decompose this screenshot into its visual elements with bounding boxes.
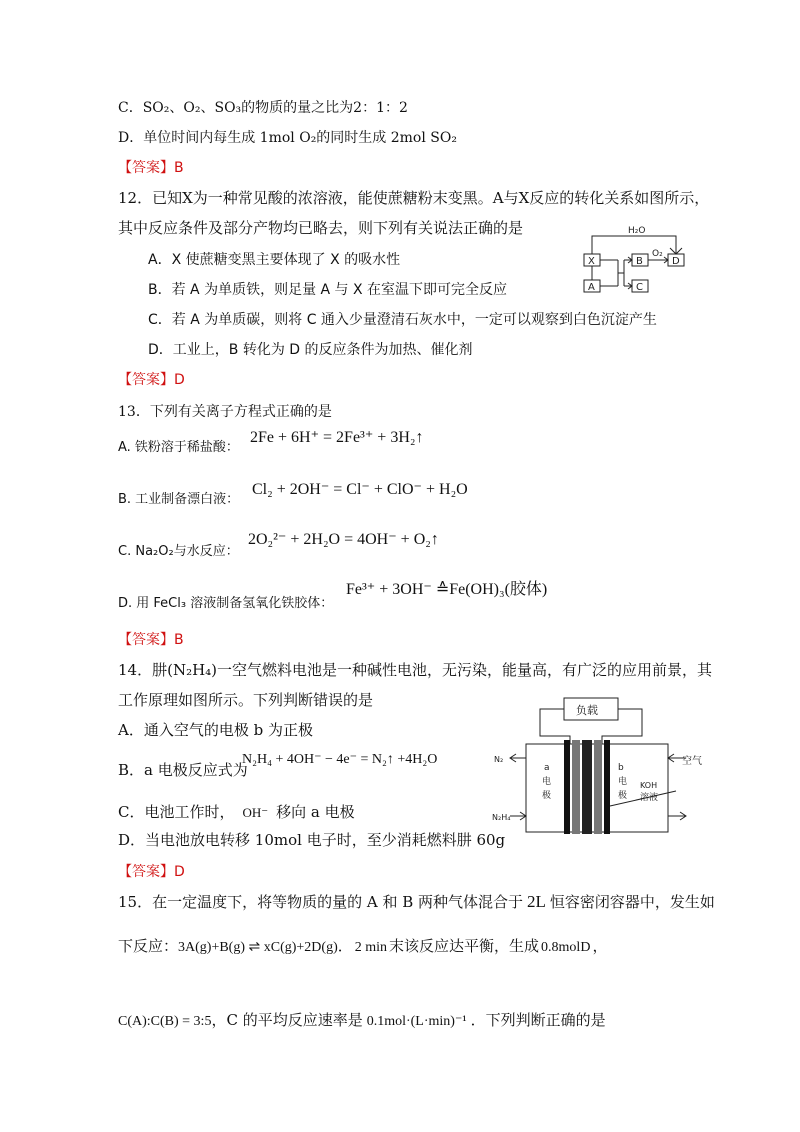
- q15-stem-line1-c: 恒容密闭容器中，发生如: [549, 893, 715, 911]
- q11-option-d: D．单位时间内每生成 1mol O₂的同时生成 2mol SO₂: [118, 130, 457, 146]
- q15-reaction-equation: 3A(g)+B(g) ⇌ xC(g)+2D(g): [178, 940, 338, 955]
- q13-option-b-label: B. 工业制备漂白液：: [118, 492, 240, 507]
- q14-option-b-label: B．a 电极反应式为: [118, 761, 248, 779]
- q12-diagram-d: D: [672, 256, 680, 267]
- q12-reaction-diagram: [578, 222, 690, 300]
- q15-stem-line2-a: 下反应：: [118, 937, 179, 955]
- q12-stem-line1: 12．已知X为一种常见酸的浓溶液，能使蔗糖粉末变黑。A与X反应的转化关系如图所示，: [118, 189, 710, 207]
- q14-diagram-a-electrode: 电: [542, 777, 552, 787]
- q14-stem-line2: 工作原理如图所示。下列判断错误的是: [118, 691, 374, 709]
- q11-answer: 【答案】B: [118, 160, 184, 176]
- q14-diagram-b-electrode: 电: [618, 777, 628, 787]
- q14-fuel-cell-diagram: [490, 696, 710, 846]
- q14-option-a: A．通入空气的电极 b 为正极: [118, 721, 313, 739]
- q13-option-c-equation: 2O₂²⁻ + 2H₂O = 4OH⁻ + O₂↑: [248, 531, 439, 548]
- q14-diagram-load: 负载: [576, 704, 598, 717]
- q14-option-d: D．当电池放电转移 10mol 电子时，至少消耗燃料肼 60g: [118, 831, 506, 849]
- q15-stem-line2-d: 末该反应达平衡，生成: [389, 937, 540, 955]
- q12-option-b: B．若 A 为单质铁，则足量 A 与 X 在室温下即可完全反应: [148, 282, 508, 298]
- q13-option-c-label: C. Na₂O₂与水反应：: [118, 544, 239, 559]
- q15-stem-line3-c: ．下列判断正确的是: [470, 1011, 606, 1029]
- q12-diagram-h2o: H₂O: [628, 226, 646, 236]
- q12-diagram-x: X: [588, 256, 595, 267]
- q15-time: 2 min: [354, 940, 388, 955]
- q14-diagram-n2h4: N₂H₄: [492, 813, 511, 822]
- q13-option-d-equation: Fe³⁺ + 3OH⁻ ≙Fe(OH)₃(胶体): [346, 581, 548, 598]
- q13-option-d-label: D. 用 FeCl₃ 溶液制备氢氧化铁胶体：: [118, 596, 334, 611]
- q14-diagram-b-electrode2: 极: [618, 791, 628, 801]
- q14-answer: 【答案】D: [118, 864, 185, 880]
- q14-diagram-b-label: b: [618, 763, 624, 773]
- q15-stem-line1-a: 15．在一定温度下，将等物质的量的 A 和 B 两种气体混合于: [118, 893, 524, 911]
- q13-option-a-equation: 2Fe + 6H⁺ = 2Fe³⁺ + 3H₂↑: [250, 429, 424, 446]
- q12-diagram-b: B: [636, 256, 643, 267]
- q14-diagram-solution: 溶液: [640, 793, 659, 803]
- q11-option-c: C．SO₂、O₂、SO₃的物质的量之比为2：1：2: [118, 100, 408, 116]
- q15-stem-line3: [118, 1010, 606, 1032]
- q12-diagram-a: A: [588, 282, 595, 293]
- q14-diagram-n2: N₂: [494, 755, 504, 764]
- q14-diagram-koh: KOH: [640, 781, 658, 790]
- q12-diagram-o2: O₂: [652, 249, 663, 259]
- q13-option-b-equation: Cl₂ + 2OH⁻ = Cl⁻ + ClO⁻ + H₂O: [252, 481, 468, 498]
- q15-stem-line2: [118, 936, 607, 958]
- q14-option-c-suffix: 移向 a 电极: [276, 803, 355, 821]
- q15-concentration-ratio: C(A):C(B) = 3:5: [118, 1014, 212, 1029]
- q14-diagram-a-electrode2: 极: [542, 791, 552, 801]
- q12-option-d: D．工业上，B 转化为 D 的反应条件为加热、催化剂: [148, 342, 473, 358]
- q13-option-a-label: A. 铁粉溶于稀盐酸：: [118, 440, 239, 455]
- q15-stem-line3-a: ，C 的平均反应速率是: [211, 1011, 363, 1029]
- q15-volume: 2L: [527, 892, 546, 911]
- q14-option-c: [118, 802, 355, 823]
- q14-diagram-a-label: a: [544, 763, 550, 773]
- q14-option-c-prefix: C．电池工作时，: [118, 803, 235, 821]
- q12-answer: 【答案】D: [118, 372, 185, 388]
- q12-option-c: C．若 A 为单质碳，则将 C 通入少量澄清石灰水中，一定可以观察到白色沉淀产生: [148, 312, 657, 328]
- q12-diagram-c: C: [636, 282, 643, 293]
- q13-stem: 13．下列有关离子方程式正确的是: [118, 404, 332, 420]
- q15-stem-line2-f: ，: [592, 937, 608, 955]
- q15-amount-d: 0.8molD: [541, 940, 591, 955]
- q14-stem-line1: 14．肼(N₂H₄)一空气燃料电池是一种碱性电池，无污染，能量高，有广泛的应用前景，其: [118, 661, 713, 679]
- q12-stem-line2: 其中反应条件及部分产物均已略去，则下列有关说法正确的是: [118, 219, 524, 237]
- q14-diagram-air: 空气: [682, 756, 702, 767]
- q15-stem-line2-b: ．: [337, 937, 353, 955]
- q15-rate: 0.1mol·(L·min)⁻¹: [366, 1014, 467, 1029]
- q14-option-b-equation: N₂H₄ + 4OH⁻ − 4e⁻ = N₂↑ +4H₂O: [242, 752, 438, 767]
- q14-option-c-ion: OH⁻: [242, 805, 269, 820]
- q15-stem-line1: [118, 892, 715, 912]
- q12-option-a: A．X 使蔗糖变黑主要体现了 X 的吸水性: [148, 252, 401, 268]
- q13-answer: 【答案】B: [118, 632, 184, 648]
